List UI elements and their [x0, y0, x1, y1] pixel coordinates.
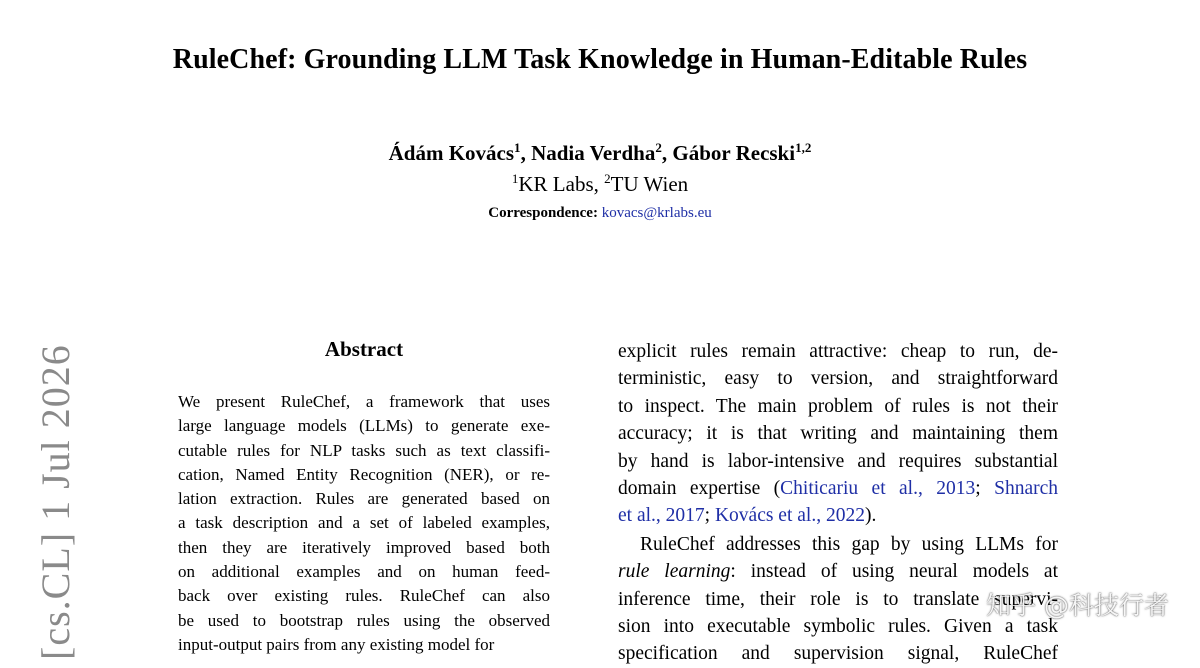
correspondence: [0, 205, 1200, 222]
author-name: Gábor Recski: [672, 141, 796, 165]
affiliations: $^1$KR Labs, $^2$TU Wien: [511, 170, 689, 196]
body-line: [618, 502, 1058, 529]
affiliation-number: 1: [511, 170, 519, 186]
body-line: specification and supervision signal, RuleChef: [618, 643, 1058, 665]
abstract-heading: Abstract: [324, 337, 404, 361]
author-affiliation-mark: 1,2: [795, 139, 812, 155]
watermark: 知乎 @科技行者: [986, 591, 1169, 620]
paper-title: RuleChef: Grounding LLM Task Knowledge in Human-Editable Rules: [172, 44, 1028, 75]
citation-link[interactable]: et al., 2017: [618, 505, 705, 527]
citation-separator: ;: [975, 478, 995, 500]
citation-link[interactable]: Kovács et al., 2022: [714, 505, 865, 527]
body-line: by hand is labor-intensive and requires substantial: [618, 450, 1058, 472]
abstract-line: then they are iteratively improved based both: [178, 537, 550, 557]
body-line: explicit rules remain attractive: cheap to run, de-: [618, 341, 1058, 362]
abstract-body: [178, 390, 550, 657]
body-line: RuleChef addresses this gap by using LLMs for: [640, 533, 1058, 555]
citation-link[interactable]: Shnarch: [994, 478, 1058, 500]
affiliation-name: KR Labs: [518, 172, 594, 196]
body-line: to inspect. The main problem of rules is not their: [618, 395, 1058, 417]
abstract-line: We present RuleChef, a framework that uses: [178, 392, 550, 411]
body-text: : instead of using neural models at: [730, 561, 1058, 583]
author-name: Ádám Kovács: [388, 141, 515, 165]
abstract-line: on additional examples and on human feed-: [178, 562, 550, 582]
body-line: terministic, easy to version, and straightforward: [618, 368, 1058, 390]
abstract-line: back over existing rules. RuleChef can also: [178, 586, 550, 606]
abstract-line: input-output pairs from any existing model for: [178, 634, 495, 654]
body-line: [618, 475, 1058, 502]
abstract-line: lation extraction. Rules are generated based on: [178, 489, 550, 509]
abstract-line: cation, Named Entity Recognition (NER), or re-: [178, 464, 550, 484]
citation-link[interactable]: Chiticariu et al., 2013: [780, 478, 976, 500]
author-affiliation-mark: 2: [655, 139, 662, 155]
author-affiliation-mark: 1: [514, 139, 521, 155]
abstract-line: a task description and a set of labeled examples,: [178, 513, 550, 533]
affiliation-name: TU Wien: [610, 172, 689, 196]
correspondence-label: Correspondence:: [488, 205, 598, 221]
citation-separator: ;: [704, 505, 715, 527]
body-line: sion into executable symbolic rules. Given a task: [618, 616, 1058, 638]
abstract-line: cutable rules for NLP tasks such as text classifi-: [178, 440, 550, 460]
correspondence-email-link[interactable]: kovacs@krlabs.eu: [601, 205, 712, 221]
body-line: accuracy; it is that writing and maintaining them: [618, 423, 1058, 445]
body-line: [618, 558, 1058, 585]
body-line: inference time, their role is to translate supervi-: [618, 588, 1058, 610]
author-list: Ádám Kovács$^1$, Nadia Verdha$^2$, Gábor Recski$^{1,2}$: [388, 139, 812, 165]
body-text: domain expertise (: [618, 478, 781, 500]
emphasis-text: rule learning: [618, 561, 731, 583]
author-name: Nadia Verdha: [531, 141, 656, 165]
body-text: ).: [864, 505, 877, 527]
abstract-line: be used to bootstrap rules using the observed: [178, 610, 550, 630]
arxiv-side-stamp: [cs.CL] 1 Jul 2026: [33, 344, 78, 660]
abstract-line: large language models (LLMs) to generate exe-: [178, 416, 550, 436]
affiliation-number: 2: [604, 170, 611, 186]
